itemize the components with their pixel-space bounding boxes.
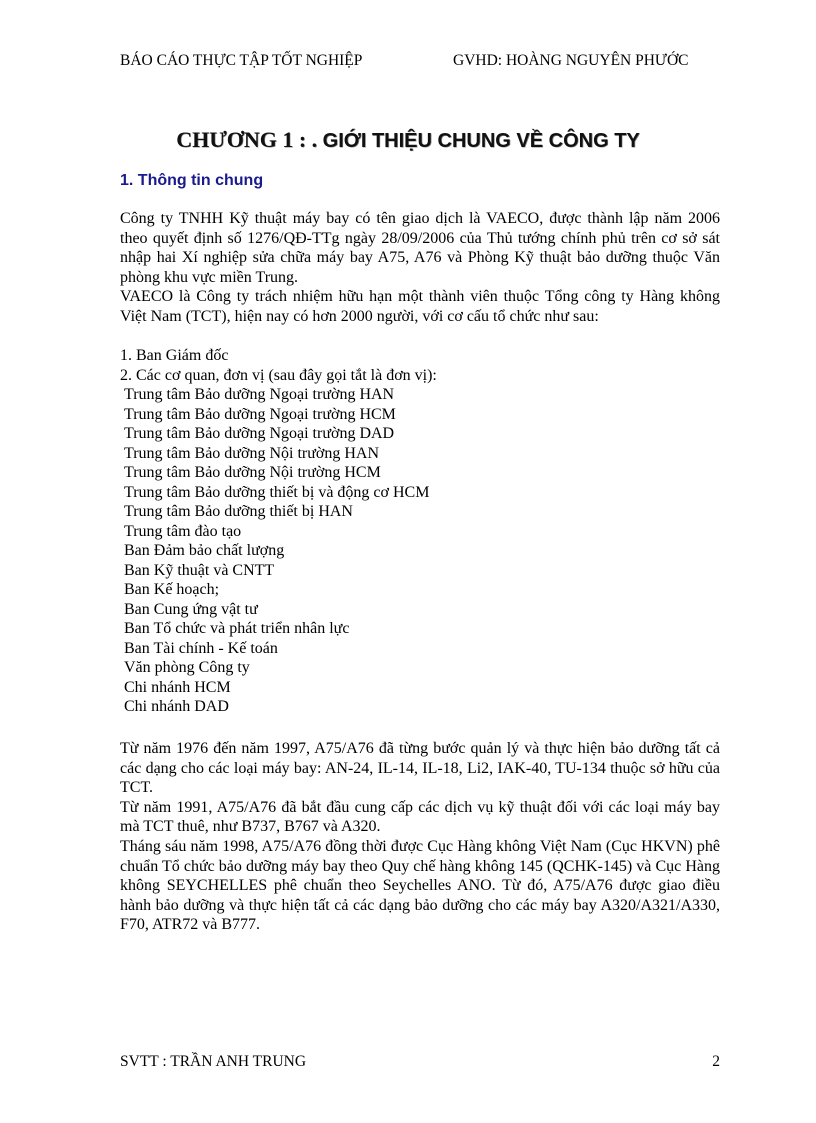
report-title: BÁO CÁO THỰC TẬP TỐT NGHIỆP [120, 52, 363, 69]
chapter-name: GIỚI THIỆU CHUNG VỀ CÔNG TY [322, 130, 640, 152]
text-line: TCT. [120, 779, 154, 797]
page-footer [120, 1053, 720, 1077]
unit-item: Văn phòng Công ty [124, 659, 250, 676]
text-line: Từ năm 1991, A75/A76 đã bắt đầu cung cấp các dịch vụ kỹ thuật đối với các loại máy bay [120, 798, 720, 816]
unit-item: Ban Tổ chức và phát triển nhân lực [124, 620, 350, 637]
page-number: 2 [712, 1053, 720, 1070]
unit-item: Ban Đảm bảo chất lượng [124, 542, 285, 559]
chapter-number: CHƯƠNG 1 : . [176, 127, 323, 152]
list-item: 1. Ban Giám đốc [120, 347, 229, 364]
unit-item: Chi nhánh DAD [124, 698, 229, 715]
text-line: Từ năm 1976 đến năm 1997, A75/A76 đã từng bước quản lý và thực hiện bảo dưỡng tất cả [120, 740, 720, 757]
text-line: không SEYCHELLES phê chuẩn theo Seychelles ANO. Từ đó, A75/A76 được giao điều [120, 877, 720, 895]
list-item: 2. Các cơ quan, đơn vị (sau đây gọi tắt là đơn vị): [120, 366, 437, 384]
unit-item: Trung tâm Bảo dưỡng Ngoại trường DAD [124, 425, 395, 442]
unit-item: Trung tâm Bảo dưỡng Nội trường HCM [124, 464, 381, 481]
text-line: mà TCT thuê, như B737, B767 và A320. [120, 818, 381, 836]
unit-item: Trung tâm Bảo dưỡng thiết bị HAN [124, 503, 353, 520]
unit-item: Trung tâm Bảo dưỡng thiết bị và động cơ HCM [124, 483, 430, 501]
text-line: nhập hai Xí nghiệp sửa chữa máy bay A75, A76 và Phòng Kỹ thuật bảo dưỡng thuộc Văn [120, 249, 720, 267]
unit-item: Trung tâm Bảo dưỡng Ngoại trường HAN [124, 386, 395, 403]
text-line: theo quyết định số 1276/QĐ-TTg ngày 28/09/2006 của Thủ tướng chính phủ trên cơ sở sát [120, 229, 720, 247]
unit-item: Ban Kỹ thuật và CNTT [124, 561, 275, 579]
unit-item: Trung tâm đào tạo [124, 522, 242, 540]
organization-list [120, 346, 720, 717]
text-line: Tháng sáu năm 1998, A75/A76 đồng thời được Cục Hàng không Việt Nam (Cục HKVN) phê [120, 837, 720, 855]
supervisor-name: GVHD: HOÀNG NGUYÊN PHƯỚC [453, 52, 689, 69]
chapter-title [0, 127, 816, 153]
text-line: F70, ATR72 và B777. [120, 916, 261, 934]
student-name: SVTT : TRẦN ANH TRUNG [120, 1053, 307, 1070]
unit-item: Trung tâm Bảo dưỡng Ngoại trường HCM [124, 405, 396, 423]
text-line: Công ty TNHH Kỹ thuật máy bay có tên giao dịch là VAECO, được thành lập năm 2006 [120, 210, 720, 227]
text-line: phòng khu vực miền Trung. [120, 268, 299, 286]
page-header [120, 52, 710, 76]
text-line: các dạng cho các loại máy bay: AN-24, IL-14, IL-18, Li2, IAK-40, TU-134 thuộc sở hữu của [120, 759, 720, 777]
unit-item: Ban Kế hoạch; [124, 581, 220, 598]
text-line: hành bảo dưỡng và thực hiện tất cả các dạng bảo dưỡng cho các máy bay A320/A321/A330, [120, 896, 720, 914]
text-line: Việt Nam (TCT), hiện nay có hơn 2000 người, với cơ cấu tổ chức như sau: [120, 307, 599, 325]
unit-item: Trung tâm Bảo dưỡng Nội trường HAN [124, 444, 380, 462]
paragraph-history [120, 739, 720, 935]
text-line: chuẩn Tổ chức bảo dưỡng máy bay theo Quy chế hàng không 145 (QCHK-145) và Cục Hàng [120, 857, 720, 875]
unit-item: Ban Cung ứng vật tư [124, 600, 258, 618]
text-line: VAECO là Công ty trách nhiệm hữu hạn một thành viên thuộc Tổng công ty Hàng không [120, 288, 720, 306]
unit-item: Ban Tài chính - Kế toán [124, 639, 278, 657]
section-heading: 1. Thông tin chung [120, 172, 264, 189]
paragraph-company-intro [120, 209, 720, 327]
unit-item: Chi nhánh HCM [124, 678, 231, 696]
